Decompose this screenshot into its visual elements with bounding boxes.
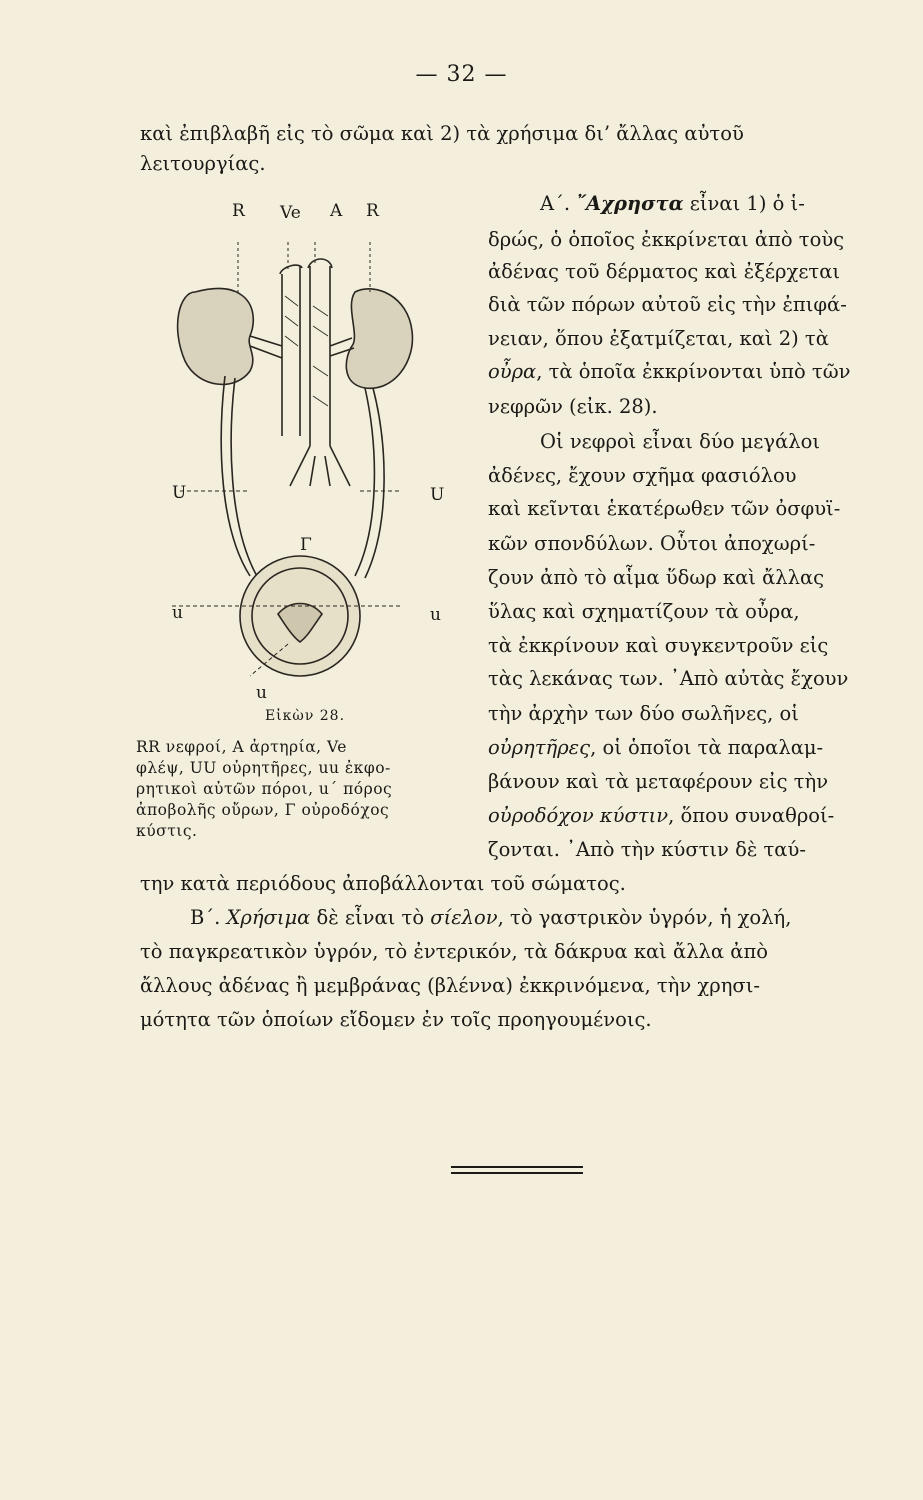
text-span: , τὰ ὁποῖα ἐκκρίνονται ὑπὸ τῶν [536,360,851,383]
label-A: A [330,201,343,221]
section-label: Α΄. [540,192,577,215]
text-line: Οἱ νεφροὶ εἶναι δύο μεγάλοι [540,430,820,453]
text-line: νειαν, ὅπου ἐξατμίζεται, καὶ 2) τὰ [488,327,829,350]
text-line [488,736,823,760]
text-line: κῶν σπονδύλων. Οὗτοι ἀποχωρί- [488,532,816,555]
kidney-illustration [140,196,475,716]
figure-caption [136,706,474,842]
text-span: εἶναι 1) ὁ ἱ- [683,192,805,215]
text-line: δρώς, ὁ ὁποῖος ἐκκρίνεται ἀπὸ τοὺς [488,228,845,251]
caption-line: φλέψ, UU οὐρητῆρες, uu ἐκφο- [136,759,391,777]
label-U-left: U [172,483,187,503]
caption-line: RR νεφροί, A ἀρτηρία, Ve [136,738,347,756]
section-divider [451,1172,583,1174]
text-span: , τὸ γαστρικὸν ὑγρόν, ἡ χολή, [497,906,792,929]
emphasis: οὐροδόχον κύστιν [488,804,669,827]
text-line: μότητα τῶν ὁποίων εἴδομεν ἐν τοῖς προηγουμένοις. [140,1008,652,1031]
section-heading: ῎Αχρηστα [576,192,684,215]
label-Gamma: Γ [300,535,312,555]
label-R-right: R [366,201,379,221]
emphasis: οὐρητῆρες [488,736,591,759]
text-line: βάνουν καὶ τὰ μεταφέρουν εἰς τὴν [488,770,829,793]
text-span: , ὅπου συναθροί- [668,804,835,827]
text-line: τὰς λεκάνας των. ᾿Απὸ αὐτὰς ἔχουν [488,667,849,690]
label-U-right: U [430,485,445,505]
text-line-content: καὶ ἐπιβλαβῆ εἰς τὸ σῶμα καὶ 2) τὰ χρήσιμα δι’ ἄλλας αὐτοῦ [140,122,744,145]
text-line: ἀδένες, ἔχουν σχῆμα φασιόλου [488,464,797,487]
label-u-left: u [172,603,183,623]
text-line: τὸ παγκρεατικὸν ὑγρόν, τὸ ἐντερικόν, τὰ δάκρυα καὶ ἄλλα ἀπὸ [140,940,768,963]
label-u-right: u [430,605,441,625]
caption-line: κύστις. [136,822,198,840]
text-span: , οἱ ὁποῖοι τὰ παραλαμ- [590,736,824,759]
page-number: — 32 — [415,62,508,87]
emphasis: σίελον [430,906,498,929]
text-line: τὴν ἀρχὴν των δύο σωλῆνες, οἱ [488,702,799,725]
section-label: Β΄. [190,906,227,929]
text-line: λειτουργίας. [140,152,266,175]
text-line: ἄλλους ἀδένας ἢ μεμβράνας (βλέννα) ἐκκρινόμενα, τὴν χρησι- [140,974,760,997]
text-line [140,122,900,146]
text-line: διὰ τῶν πόρων αὐτοῦ εἰς τὴν ἐπιφά- [488,293,847,316]
text-line: ἀδένας τοῦ δέρματος καὶ ἐξέρχεται [488,260,841,283]
text-line: την κατὰ περιόδους ἀποβάλλονται τοῦ σώματος. [140,872,626,895]
caption-title: Εἰκὼν 28. [264,708,346,724]
text-line [190,906,791,930]
text-line: καὶ κεῖνται ἑκατέρωθεν τῶν ὀσφυϊ- [488,497,841,520]
section-divider [451,1166,583,1168]
text-line: ζουν ἀπὸ τὸ αἷμα ὕδωρ καὶ ἄλλας [488,566,825,589]
label-u-bottom: u [256,683,267,703]
text-line: νεφρῶν (εἰκ. 28). [488,395,658,418]
text-line: τὰ ἐκκρίνουν καὶ συγκεντροῦν εἰς [488,634,829,657]
emphasis: Χρήσιμα [226,906,311,929]
text-line: ζονται. ᾿Απὸ τὴν κύστιν δὲ ταύ- [488,838,806,861]
emphasis: οὖρα [488,360,537,383]
caption-line: ρητικοὶ αὐτῶν πόροι, u΄ πόρος [136,780,393,798]
text-span: δὲ εἶναι τὸ [310,906,431,929]
text-line: ὕλας καὶ σχηματίζουν τὰ οὖρα, [488,600,800,623]
label-R-left: R [232,201,245,221]
text-line [488,804,834,828]
kidney-figure [140,196,475,716]
caption-line: ἀποβολῆς οὔρων, Γ οὐροδόχος [136,801,390,819]
text-line [488,360,850,384]
text-line [540,192,805,216]
label-Ve: Ve [280,203,301,223]
